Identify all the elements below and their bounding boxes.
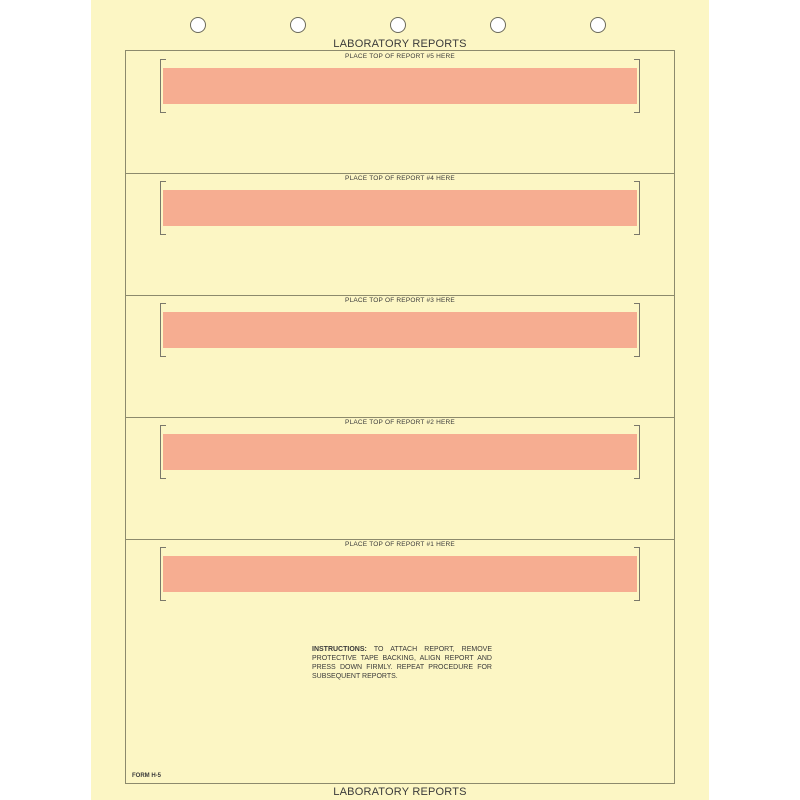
slot-label: PLACE TOP OF REPORT #1 HERE: [345, 541, 455, 548]
instructions-text: [312, 645, 492, 681]
alignment-mark-right: [634, 303, 640, 357]
slot-divider: [126, 295, 674, 296]
binder-hole: [490, 17, 506, 33]
binder-hole: [290, 17, 306, 33]
form-title-bottom: LABORATORY REPORTS: [333, 786, 467, 798]
alignment-mark-right: [634, 59, 640, 113]
slot-label: PLACE TOP OF REPORT #4 HERE: [345, 175, 455, 182]
slot-divider: [126, 417, 674, 418]
form-sheet: [91, 0, 709, 800]
adhesive-tape-strip[interactable]: [163, 434, 637, 470]
alignment-mark-right: [634, 181, 640, 235]
binder-hole: [590, 17, 606, 33]
adhesive-tape-strip[interactable]: [163, 190, 637, 226]
report-slot-2: [126, 417, 674, 539]
instructions-heading: INSTRUCTIONS:: [312, 646, 367, 653]
instructions-body: TO ATTACH REPORT, REMOVE PROTECTIVE TAPE BACKING, ALIGN REPORT AND PRESS DOWN FIRMLY. REPEAT PROCEDURE FOR SUBSEQUENT REPORTS.: [312, 646, 492, 680]
report-slot-5: [126, 51, 674, 173]
binder-hole: [190, 17, 206, 33]
adhesive-tape-strip[interactable]: [163, 312, 637, 348]
alignment-mark-right: [634, 425, 640, 479]
slot-label: PLACE TOP OF REPORT #2 HERE: [345, 419, 455, 426]
slot-divider: [126, 173, 674, 174]
adhesive-tape-strip[interactable]: [163, 68, 637, 104]
report-slot-4: [126, 173, 674, 295]
slot-divider: [126, 539, 674, 540]
form-title-top: LABORATORY REPORTS: [333, 38, 467, 50]
adhesive-tape-strip[interactable]: [163, 556, 637, 592]
report-slot-3: [126, 295, 674, 417]
form-code: FORM H-5: [132, 773, 161, 779]
form-frame: [125, 50, 675, 784]
slot-label: PLACE TOP OF REPORT #5 HERE: [345, 53, 455, 60]
slot-label: PLACE TOP OF REPORT #3 HERE: [345, 297, 455, 304]
report-slot-1: [126, 539, 674, 661]
binder-hole: [390, 17, 406, 33]
alignment-mark-right: [634, 547, 640, 601]
